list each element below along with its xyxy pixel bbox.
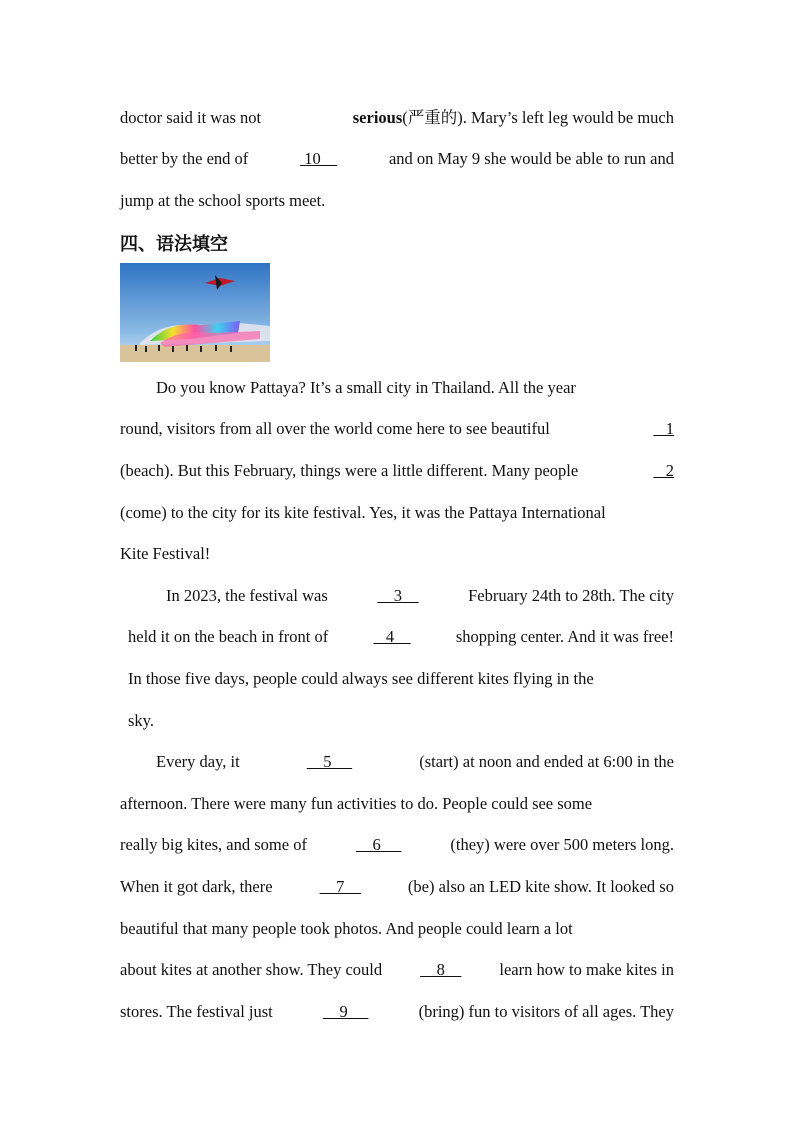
- text-segment: Kite Festival!: [120, 544, 211, 563]
- text-line: [120, 544, 674, 564]
- text-line: [128, 627, 674, 647]
- text-segment: When it got dark, there: [120, 877, 273, 896]
- text-segment: (be) also an LED kite show. It looked so: [407, 877, 674, 896]
- text-segment: beautiful that many people took photos. And people could learn a lot: [120, 919, 573, 938]
- text-segment: shopping center. And it was free!: [455, 627, 674, 646]
- text-segment: learn how to make kites in: [499, 960, 674, 979]
- text-line: [120, 960, 674, 980]
- text-segment: held it on the beach in front of: [128, 627, 329, 646]
- text-line: [120, 108, 674, 128]
- text-line: [120, 461, 674, 481]
- text-line: [128, 711, 674, 731]
- text-line: [156, 752, 674, 772]
- kite-festival-photo: [120, 263, 270, 362]
- text-segment: February 24th to 28th. The city: [468, 586, 674, 605]
- text-line: [128, 669, 674, 689]
- text-line: [120, 877, 674, 897]
- text-segment: better by the end of: [120, 149, 249, 168]
- answer-blank-8[interactable]: 8: [420, 960, 462, 979]
- answer-blank-2[interactable]: 2: [653, 461, 674, 480]
- text-line: [166, 586, 674, 606]
- text-segment: (start) at noon and ended at 6:00 in the: [419, 752, 674, 771]
- section-heading: 四、语法填空: [120, 234, 228, 255]
- answer-blank-7[interactable]: 7: [319, 877, 361, 896]
- text-segment: really big kites, and some of: [120, 835, 307, 854]
- answer-blank-4[interactable]: 4: [373, 627, 411, 646]
- text-line: [120, 419, 674, 439]
- text-segment: jump at the school sports meet.: [120, 191, 326, 210]
- text-line: [120, 191, 674, 211]
- text-line: [156, 378, 674, 398]
- text-segment: In 2023, the festival was: [166, 586, 328, 605]
- text-segment: (bring) fun to visitors of all ages. They: [418, 1002, 674, 1021]
- answer-blank-5[interactable]: 5: [306, 752, 353, 771]
- text-segment: afternoon. There were many fun activities to do. People could see some: [120, 794, 593, 813]
- text-segment: (they) were over 500 meters long.: [450, 835, 674, 854]
- text-segment: Do you know Pattaya? It’s a small city in Thailand. All the year: [156, 378, 576, 397]
- text-segment: Every day, it: [156, 752, 240, 771]
- text-segment: and on May 9 she would be able to run and: [388, 149, 674, 168]
- text-line: [120, 835, 674, 855]
- text-segment: about kites at another show. They could: [120, 960, 383, 979]
- text-segment: (come) to the city for its kite festival. Yes, it was the Pattaya International: [120, 503, 606, 522]
- text-line: [120, 503, 674, 523]
- text-segment: sky.: [128, 711, 154, 730]
- text-line: [120, 919, 674, 939]
- text-segment: In those five days, people could always see different kites flying in the: [128, 669, 594, 688]
- text-segment: round, visitors from all over the world come here to see beautiful: [120, 419, 550, 438]
- text-segment: stores. The festival just: [120, 1002, 273, 1021]
- text-segment: doctor said it was not: [120, 108, 262, 127]
- bold-word: serious(严重的). Mary’s left leg would be much: [352, 108, 674, 127]
- answer-blank-1[interactable]: 1: [653, 419, 674, 438]
- answer-blank-6[interactable]: 6: [356, 835, 402, 854]
- text-segment: (beach). But this February, things were a little different. Many people: [120, 461, 579, 480]
- answer-blank-9[interactable]: 9: [322, 1002, 369, 1021]
- answer-blank-10[interactable]: 10: [300, 149, 338, 168]
- text-line: [120, 1002, 674, 1022]
- text-line: [120, 794, 674, 814]
- text-line: [120, 149, 674, 169]
- answer-blank-3[interactable]: 3: [377, 586, 419, 605]
